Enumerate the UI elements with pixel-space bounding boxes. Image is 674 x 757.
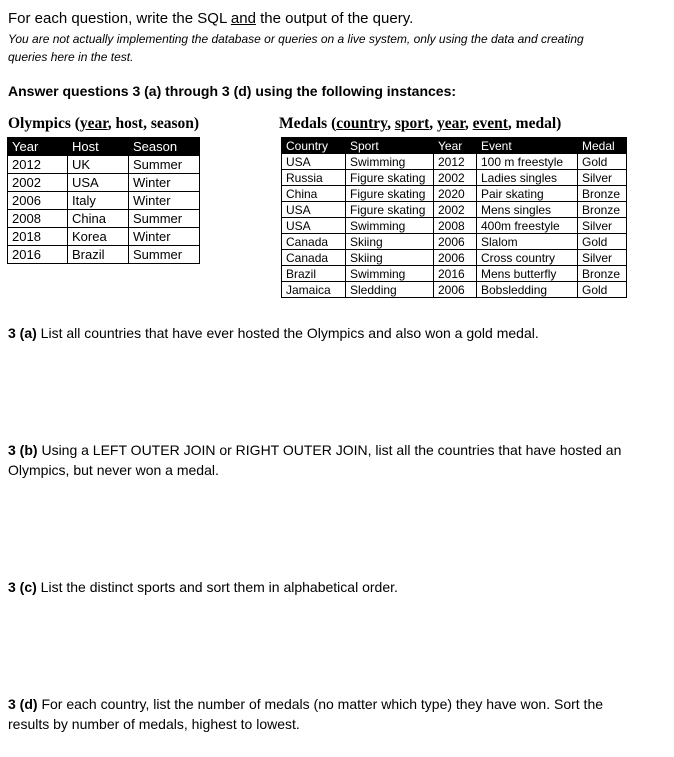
table-cell: Bronze [578, 266, 627, 282]
table-row [282, 202, 627, 218]
table-cell: China [68, 210, 129, 228]
table-cell: Swimming [346, 154, 434, 170]
olympics-table [7, 137, 200, 264]
table-cell: 400m freestyle [477, 218, 578, 234]
section-heading: Answer questions 3 (a) through 3 (d) using the following instances: [8, 83, 457, 99]
table-cell: Winter [129, 192, 200, 210]
table-cell: 100 m freestyle [477, 154, 578, 170]
table-cell: Bronze [578, 202, 627, 218]
table-cell: Jamaica [282, 282, 346, 298]
table-row [8, 246, 200, 264]
olympics-schema: Olympics (year, host, season) [8, 115, 200, 132]
table-cell: Summer [129, 210, 200, 228]
table-cell: Gold [578, 154, 627, 170]
instructions-line: For each question, write the SQL and the output of the query. [8, 10, 414, 27]
table-cell: Slalom [477, 234, 578, 250]
table-cell: Sledding [346, 282, 434, 298]
table-cell: 2006 [434, 234, 477, 250]
table-row [8, 228, 200, 246]
table-row [8, 210, 200, 228]
table-cell: Bobsledding [477, 282, 578, 298]
table-cell: Silver [578, 250, 627, 266]
table-cell: Skiing [346, 234, 434, 250]
table-cell: Brazil [68, 246, 129, 264]
table-cell: Cross country [477, 250, 578, 266]
table-cell: Italy [68, 192, 129, 210]
table-cell: 2008 [434, 218, 477, 234]
table-row [282, 234, 627, 250]
table-header-row [282, 138, 627, 154]
table-cell: 2002 [8, 174, 68, 192]
table-cell: 2016 [434, 266, 477, 282]
table-cell: 2006 [8, 192, 68, 210]
table-cell: Figure skating [346, 186, 434, 202]
table-cell: Winter [129, 228, 200, 246]
table-cell: Gold [578, 282, 627, 298]
table-cell: Canada [282, 250, 346, 266]
instructions-note: You are not actually implementing the database or queries on a live system, only using the data and creating queries here in the test. [8, 32, 584, 64]
table-cell: 2002 [434, 202, 477, 218]
table-cell: 2020 [434, 186, 477, 202]
table-row [282, 154, 627, 170]
column-header: Medal [578, 138, 627, 154]
table-cell: Figure skating [346, 202, 434, 218]
table-cell: Brazil [282, 266, 346, 282]
table-header-row [8, 138, 200, 156]
table-row [8, 174, 200, 192]
column-header: Season [129, 138, 200, 156]
table-cell: Silver [578, 170, 627, 186]
table-cell: Summer [129, 246, 200, 264]
table-cell: USA [282, 202, 346, 218]
column-header: Host [68, 138, 129, 156]
column-header: Country [282, 138, 346, 154]
question-3a: 3 (a) List all countries that have ever hosted the Olympics and also won a gold medal. [8, 325, 539, 341]
table-row [282, 218, 627, 234]
table-cell: Pair skating [477, 186, 578, 202]
table-cell: Ladies singles [477, 170, 578, 186]
table-cell: Skiing [346, 250, 434, 266]
question-3c: 3 (c) List the distinct sports and sort them in alphabetical order. [8, 579, 398, 595]
table-row [282, 250, 627, 266]
table-cell: Gold [578, 234, 627, 250]
column-header: Event [477, 138, 578, 154]
column-header: Year [434, 138, 477, 154]
table-cell: China [282, 186, 346, 202]
table-cell: 2006 [434, 250, 477, 266]
table-cell: USA [282, 218, 346, 234]
table-cell: 2002 [434, 170, 477, 186]
table-row [282, 186, 627, 202]
table-cell: 2006 [434, 282, 477, 298]
and-emphasis: and [230, 10, 256, 27]
medals-schema: Medals (country, sport, year, event, medal) [279, 115, 562, 132]
table-cell: Winter [129, 174, 200, 192]
medals-table [281, 137, 627, 298]
table-cell: 2008 [8, 210, 68, 228]
table-row [282, 170, 627, 186]
table-cell: 2012 [434, 154, 477, 170]
table-cell: Swimming [346, 218, 434, 234]
table-cell: UK [68, 156, 129, 174]
table-row [282, 282, 627, 298]
table-cell: Russia [282, 170, 346, 186]
table-cell: Summer [129, 156, 200, 174]
table-row [8, 192, 200, 210]
table-cell: Canada [282, 234, 346, 250]
column-header: Sport [346, 138, 434, 154]
table-cell: 2012 [8, 156, 68, 174]
table-cell: 2018 [8, 228, 68, 246]
table-cell: Korea [68, 228, 129, 246]
table-cell: Mens singles [477, 202, 578, 218]
question-3d: 3 (d) For each country, list the number of medals (no matter which type) they have won. Sort the results by number of medals, highest to lowest. [8, 696, 604, 732]
column-header: Year [8, 138, 68, 156]
table-cell: Silver [578, 218, 627, 234]
table-row [282, 266, 627, 282]
table-cell: Swimming [346, 266, 434, 282]
table-cell: Bronze [578, 186, 627, 202]
table-cell: Mens butterfly [477, 266, 578, 282]
table-cell: Figure skating [346, 170, 434, 186]
table-cell: 2016 [8, 246, 68, 264]
table-row [8, 156, 200, 174]
table-cell: USA [68, 174, 129, 192]
table-cell: USA [282, 154, 346, 170]
question-3b: 3 (b) Using a LEFT OUTER JOIN or RIGHT OUTER JOIN, list all the countries that have hosted an Olympics, but never won a medal. [8, 442, 622, 478]
